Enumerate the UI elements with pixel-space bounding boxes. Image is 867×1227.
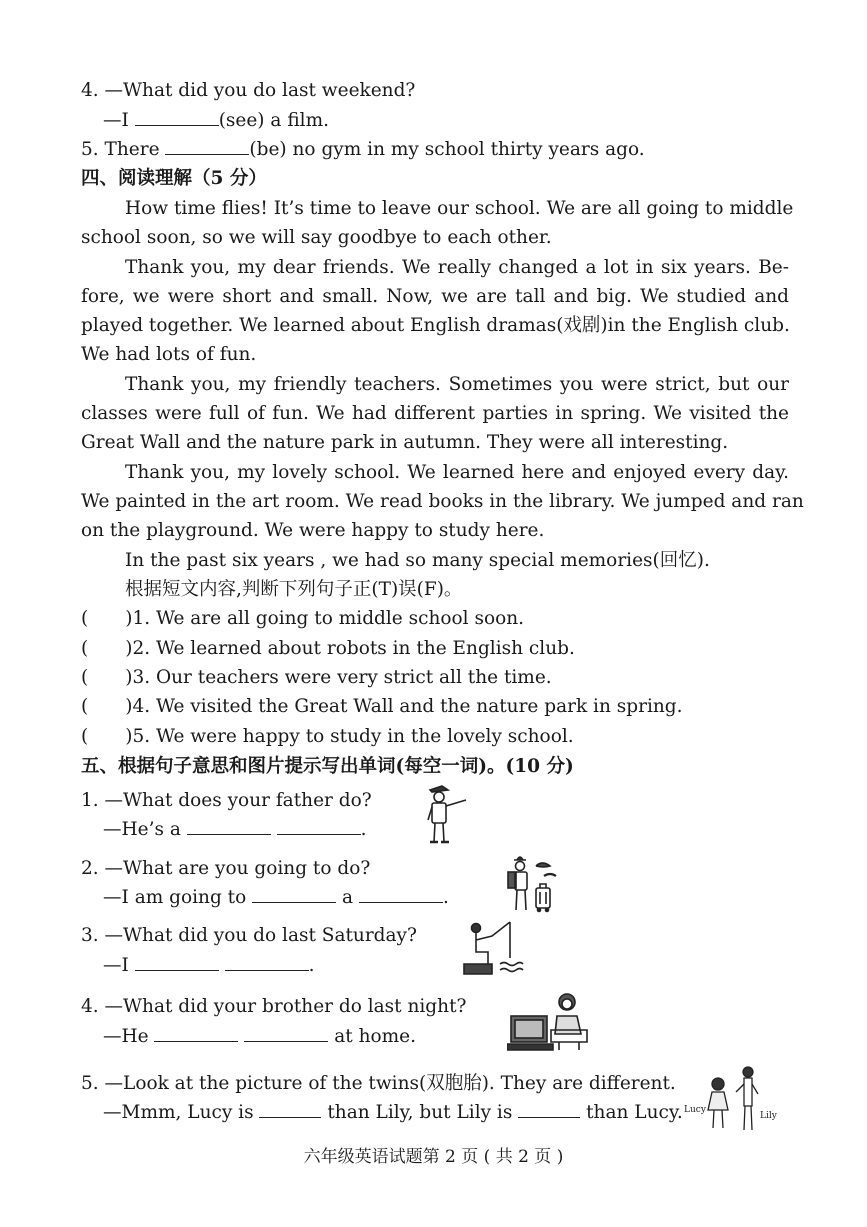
- answer-middle: a: [336, 887, 359, 908]
- question-prefix: 5. There: [81, 139, 166, 160]
- question-4-line1: 4. —What did you do last weekend?: [81, 80, 416, 101]
- passage-line: We had lots of fun.: [81, 344, 257, 365]
- tf-item: [81, 666, 552, 690]
- question-4-line2: [103, 109, 329, 133]
- s5-question-3-line2: [103, 954, 314, 978]
- s5-question-3-line1: 3. —What did you do last Saturday?: [81, 925, 417, 946]
- section-5-title: 五、根据句子意思和图片提示写出单词(每空一词)。(10 分): [81, 756, 574, 777]
- answer-paren[interactable]: ( ): [81, 638, 133, 659]
- answer-suffix: at home.: [328, 1026, 417, 1047]
- passage-line: classes were full of fun. We had different parties in spring. We visited the: [81, 403, 789, 424]
- question-suffix: (be) no gym in my school thirty years ago.: [249, 139, 645, 160]
- passage-line: Thank you, my dear friends. We really changed a lot in six years. Be-: [125, 257, 789, 278]
- answer-blank[interactable]: [359, 886, 443, 903]
- answer-blank[interactable]: [252, 886, 336, 903]
- passage-line: Thank you, my lovely school. We learned here and enjoyed every day.: [125, 462, 789, 483]
- answer-blank[interactable]: [135, 109, 219, 126]
- s5-question-4-line1: 4. —What did your brother do last night?: [81, 996, 467, 1017]
- passage-line: fore, we were short and small. Now, we are tall and big. We studied and: [81, 286, 789, 307]
- s5-question-1-line2: [103, 818, 367, 842]
- answer-blank[interactable]: [518, 1101, 580, 1118]
- passage-line: school soon, so we will say goodbye to each other.: [81, 227, 552, 248]
- s5-question-4-line2: [103, 1025, 416, 1049]
- answer-suffix: (see) a film.: [218, 110, 329, 131]
- section-4-title: 四、阅读理解（5 分）: [81, 168, 267, 189]
- answer-prefix: —He: [103, 1026, 155, 1047]
- answer-paren[interactable]: ( ): [81, 696, 133, 717]
- answer-prefix: —I am going to: [103, 887, 253, 908]
- s5-question-2-line1: 2. —What are you going to do?: [81, 858, 371, 879]
- s5-question-1-line1: 1. —What does your father do?: [81, 790, 372, 811]
- answer-paren[interactable]: ( ): [81, 726, 133, 747]
- police-officer-picture: [420, 782, 472, 846]
- answer-suffix: .: [360, 819, 367, 840]
- answer-prefix: —I: [103, 110, 135, 131]
- s5-question-5-line1: 5. —Look at the picture of the twins(双胞胎). They are different.: [81, 1073, 676, 1094]
- label-lucy: Lucy: [684, 1105, 706, 1115]
- s5-question-2-line2: [103, 886, 449, 910]
- answer-blank[interactable]: [259, 1101, 321, 1118]
- answer-blank[interactable]: [135, 954, 219, 971]
- answer-blank[interactable]: [165, 138, 249, 155]
- fishing-picture: [462, 918, 524, 978]
- tf-item: [81, 637, 575, 661]
- answer-blank[interactable]: [187, 818, 271, 835]
- answer-paren[interactable]: ( ): [81, 608, 133, 629]
- answer-blank[interactable]: [244, 1025, 328, 1042]
- label-lily: Lily: [760, 1111, 777, 1121]
- answer-blank[interactable]: [225, 954, 309, 971]
- watching-tv-picture: [507, 992, 589, 1052]
- tf-item: [81, 725, 574, 749]
- passage-line: In the past six years , we had so many special memories(回忆).: [125, 550, 710, 571]
- passage-line: How time flies! It’s time to leave our school. We are all going to middle: [125, 198, 794, 219]
- passage-line: played together. We learned about English dramas(戏剧)in the English club.: [81, 315, 790, 336]
- s5-question-5-line2: [103, 1101, 683, 1125]
- tf-item-text: 3. Our teachers were very strict all the time.: [132, 667, 552, 688]
- tf-item-text: 5. We were happy to study in the lovely school.: [132, 726, 574, 747]
- answer-paren[interactable]: ( ): [81, 667, 133, 688]
- answer-suffix: .: [308, 955, 315, 976]
- tf-item: [81, 695, 683, 719]
- tf-item-text: 1. We are all going to middle school soon.: [132, 608, 525, 629]
- passage-line: on the playground. We were happy to study here.: [81, 520, 545, 541]
- page-footer: 六年级英语试题第 2 页 ( 共 2 页 ): [303, 1147, 564, 1167]
- passage-line: Great Wall and the nature park in autumn. They were all interesting.: [81, 432, 729, 453]
- answer-prefix: —I: [103, 955, 135, 976]
- tf-item-text: 4. We visited the Great Wall and the nature park in spring.: [132, 696, 683, 717]
- answer-suffix: than Lucy.: [580, 1102, 683, 1123]
- travel-picture: [500, 850, 560, 914]
- twins-picture: [682, 1062, 778, 1134]
- passage-line: Thank you, my friendly teachers. Sometimes you were strict, but our: [125, 374, 789, 395]
- answer-blank[interactable]: [277, 818, 361, 835]
- instruction: 根据短文内容,判断下列句子正(T)误(F)。: [125, 579, 463, 600]
- question-5: [81, 138, 645, 162]
- answer-prefix: —Mmm, Lucy is: [103, 1102, 260, 1123]
- answer-blank[interactable]: [154, 1025, 238, 1042]
- tf-item: [81, 607, 524, 631]
- passage-line: We painted in the art room. We read books in the library. We jumped and ran: [81, 491, 804, 512]
- answer-prefix: —He’s a: [103, 819, 187, 840]
- answer-suffix: .: [442, 887, 449, 908]
- tf-item-text: 2. We learned about robots in the English club.: [132, 638, 575, 659]
- answer-middle: than Lily, but Lily is: [321, 1102, 519, 1123]
